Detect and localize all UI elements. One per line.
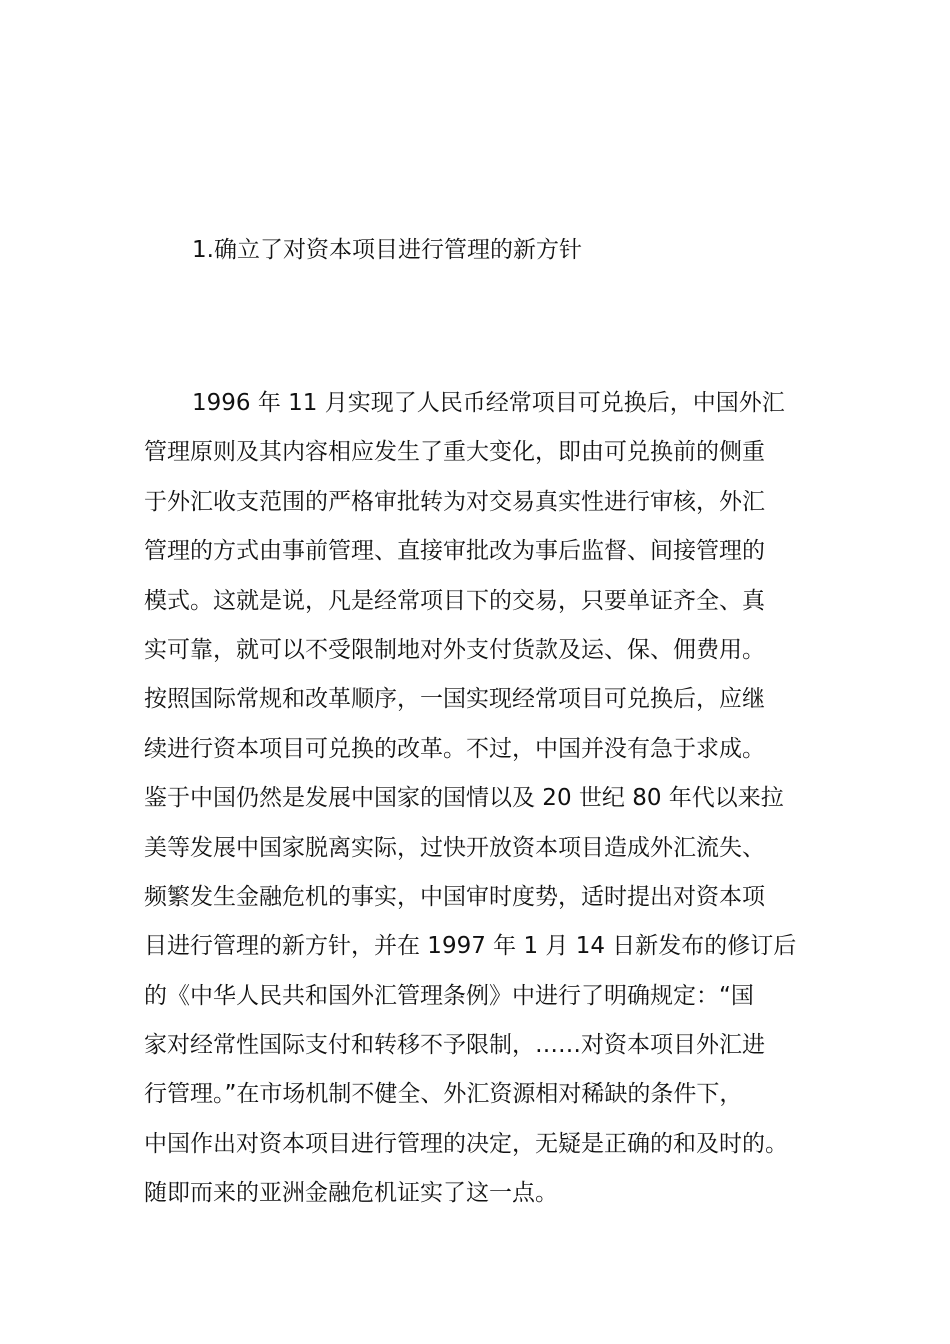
- body-paragraph: [144, 379, 834, 1219]
- paragraph-line: 鉴于中国仍然是发展中国家的国情以及 20 世纪 80 年代以来拉: [144, 785, 784, 812]
- paragraph-line: 模式。这就是说，凡是经常项目下的交易，只要单证齐全、真: [144, 587, 765, 614]
- paragraph-line: 按照国际常规和改革顺序，一国实现经常项目可兑换后，应继: [144, 686, 765, 713]
- paragraph-line: 行管理。”在市场机制不健全、外汇资源相对稀缺的条件下，: [144, 1081, 743, 1108]
- paragraph-line: 管理的方式由事前管理、直接审批改为事后监督、间接管理的: [144, 538, 765, 565]
- paragraph-line: 随即而来的亚洲金融危机证实了这一点。: [144, 1180, 558, 1207]
- paragraph-line: 家对经常性国际支付和转移不予限制，……对资本项目外汇进: [144, 1032, 765, 1059]
- paragraph-line: 实可靠，就可以不受限制地对外支付货款及运、保、佣费用。: [144, 636, 765, 663]
- paragraph-line: 频繁发生金融危机的事实，中国审时度势，适时提出对资本项: [144, 883, 765, 910]
- paragraph-line: 目进行管理的新方针，并在 1997 年 1 月 14 日新发布的修订后: [144, 933, 797, 960]
- paragraph-line: 1996 年 11 月实现了人民币经常项目可兑换后，中国外汇: [192, 390, 785, 416]
- paragraph-line: 美等发展中国家脱离实际，过快开放资本项目造成外汇流失、: [144, 834, 765, 861]
- paragraph-line: 管理原则及其内容相应发生了重大变化，即由可兑换前的侧重: [144, 439, 765, 466]
- paragraph-line: 的《中华人民共和国外汇管理条例》中进行了明确规定：“国: [144, 982, 754, 1009]
- paragraph-line: 中国作出对资本项目进行管理的决定，无疑是正确的和及时的。: [144, 1130, 788, 1157]
- section-heading: 1.确立了对资本项目进行管理的新方针: [192, 237, 582, 263]
- paragraph-line: 续进行资本项目可兑换的改革。不过，中国并没有急于求成。: [144, 735, 765, 762]
- paragraph-line: 于外汇收支范围的严格审批转为对交易真实性进行审核，外汇: [144, 488, 765, 515]
